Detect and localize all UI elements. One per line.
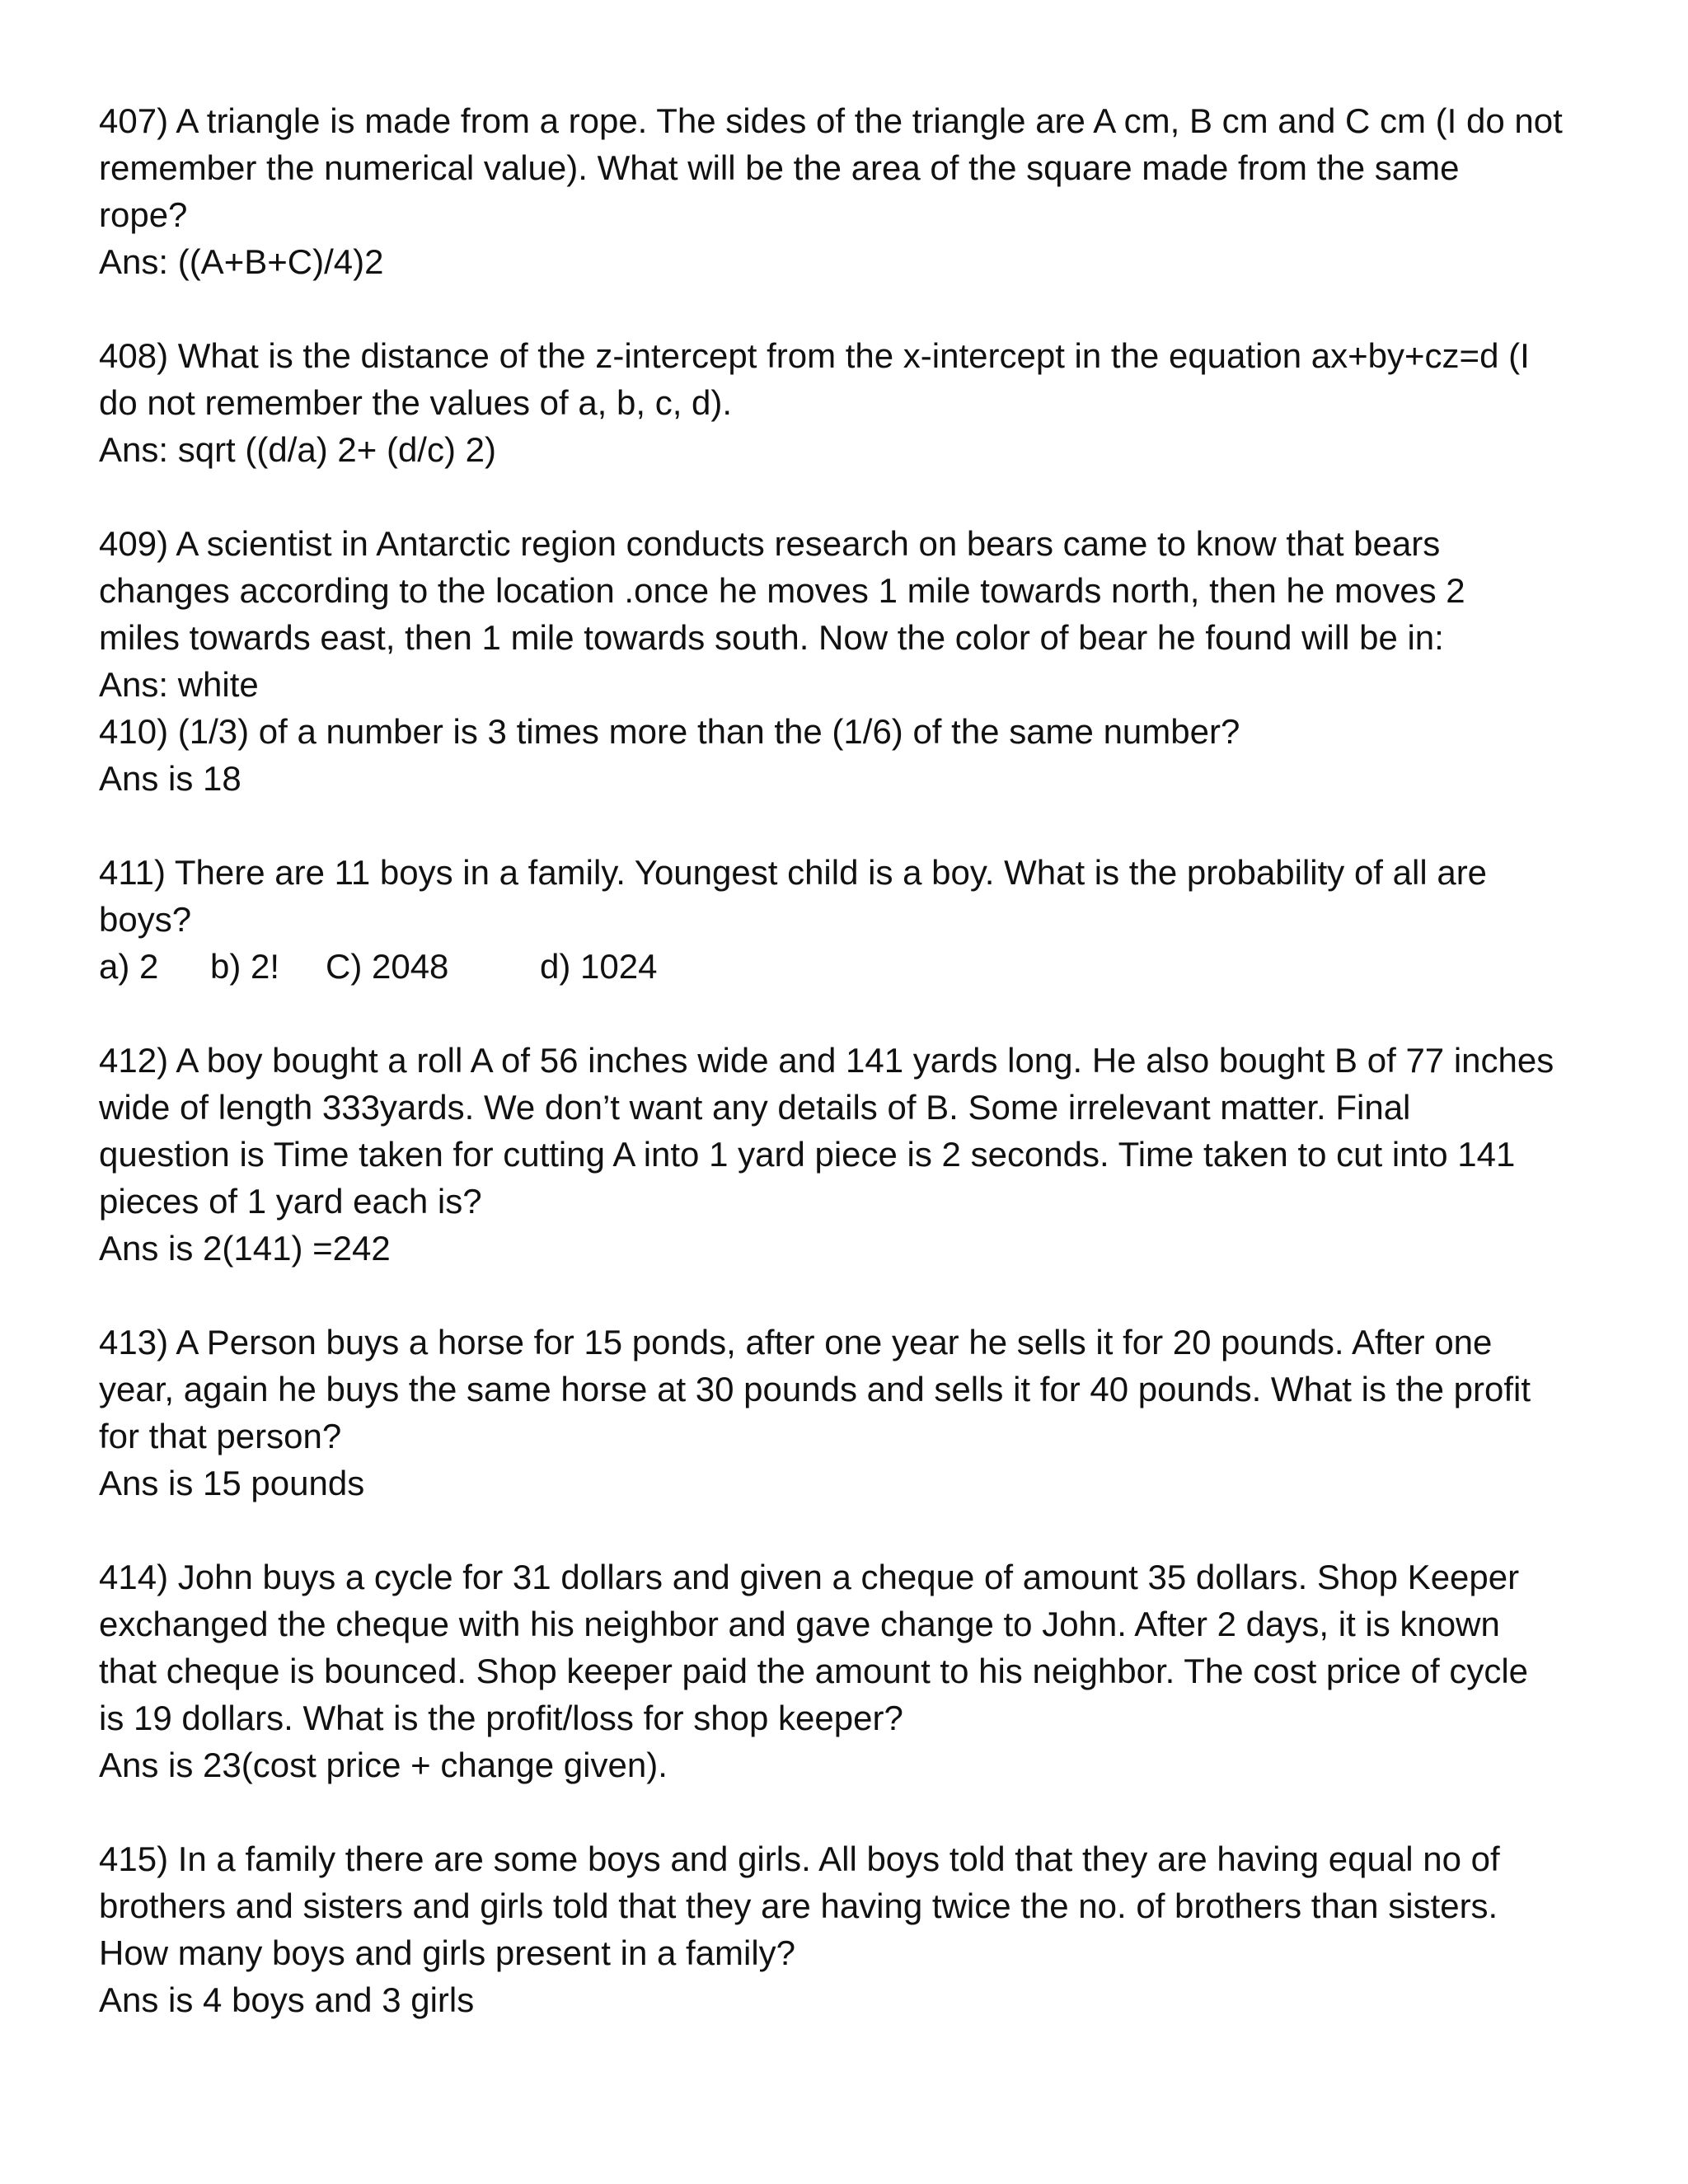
answer-text: Ans: ((A+B+C)/4)2 <box>99 242 384 281</box>
answer-text: Ans is 18 <box>99 759 241 798</box>
question-text-line: do not remember the values of a, b, c, d). <box>99 383 733 422</box>
question-text-line: year, again he buys the same horse at 30 pounds and sells it for 40 pounds. What is the profit <box>99 1370 1531 1408</box>
question-text-line: rope? <box>99 195 188 234</box>
question-411 <box>99 849 1607 990</box>
question-text-line: changes according to the location .once he moves 1 mile towards north, then he moves 2 <box>99 571 1465 610</box>
spacer <box>99 1507 1607 1554</box>
question-text-line: 412) A boy bought a roll A of 56 inches wide and 141 yards long. He also bought B of 77 inches <box>99 1041 1554 1080</box>
question-text-line: remember the numerical value). What will be the area of the square made from the same <box>99 148 1460 187</box>
question-text-line: 410) (1/3) of a number is 3 times more than the (1/6) of the same number? <box>99 712 1240 751</box>
question-text-line: that cheque is bounced. Shop keeper paid the amount to his neighbor. The cost price of cycle <box>99 1652 1529 1690</box>
question-text-line: 411) There are 11 boys in a family. Youngest child is a boy. What is the probability of all are <box>99 853 1488 892</box>
question-407 <box>99 97 1607 285</box>
question-413 <box>99 1319 1607 1507</box>
answer-text: Ans is 4 boys and 3 girls <box>99 1980 475 2019</box>
question-text-line: miles towards east, then 1 mile towards south. Now the color of bear he found will be in: <box>99 618 1444 657</box>
question-text-line: exchanged the cheque with his neighbor and gave change to John. After 2 days, it is known <box>99 1605 1500 1643</box>
option-a: a) 2 <box>99 947 159 986</box>
question-412 <box>99 1037 1607 1272</box>
spacer <box>99 990 1607 1037</box>
question-text-line: 415) In a family there are some boys and girls. All boys told that they are having equal no of <box>99 1840 1500 1878</box>
answer-text: Ans is 15 pounds <box>99 1464 365 1502</box>
question-410 <box>99 708 1607 802</box>
question-414 <box>99 1554 1607 1788</box>
question-text-line: boys? <box>99 900 192 939</box>
answer-text: Ans is 2(141) =242 <box>99 1229 391 1268</box>
spacer <box>99 285 1607 332</box>
option-b: b) 2! <box>210 947 280 986</box>
answer-text: Ans: white <box>99 665 259 704</box>
option-c: C) 2048 <box>326 947 449 986</box>
document-page <box>99 97 1607 2023</box>
question-text-line: 414) John buys a cycle for 31 dollars and given a cheque of amount 35 dollars. Shop Keeper <box>99 1558 1520 1596</box>
question-409 <box>99 520 1607 708</box>
answer-options <box>99 943 1607 990</box>
question-text-line: 413) A Person buys a horse for 15 ponds, after one year he sells it for 20 pounds. After one <box>99 1323 1493 1361</box>
option-d: d) 1024 <box>540 947 658 986</box>
question-text-line: for that person? <box>99 1417 342 1455</box>
spacer <box>99 802 1607 849</box>
question-text-line: is 19 dollars. What is the profit/loss for shop keeper? <box>99 1699 903 1737</box>
question-408 <box>99 332 1607 473</box>
question-text-line: pieces of 1 yard each is? <box>99 1182 482 1221</box>
spacer <box>99 1272 1607 1319</box>
question-text-line: How many boys and girls present in a family? <box>99 1933 796 1972</box>
answer-text: Ans is 23(cost price + change given). <box>99 1746 668 1784</box>
question-text-line: wide of length 333yards. We don’t want any details of B. Some irrelevant matter. Final <box>99 1088 1411 1127</box>
question-415 <box>99 1835 1607 2023</box>
spacer <box>99 1788 1607 1835</box>
question-text-line: 407) A triangle is made from a rope. The sides of the triangle are A cm, B cm and C cm (I do not <box>99 101 1563 140</box>
answer-text: Ans: sqrt ((d/a) 2+ (d/c) 2) <box>99 430 496 469</box>
spacer <box>99 473 1607 520</box>
question-text-line: question is Time taken for cutting A into 1 yard piece is 2 seconds. Time taken to cut into 141 <box>99 1135 1516 1174</box>
question-text-line: 408) What is the distance of the z-intercept from the x-intercept in the equation ax+by+cz=d (I <box>99 336 1530 375</box>
question-text-line: 409) A scientist in Antarctic region conducts research on bears came to know that bears <box>99 524 1441 563</box>
question-text-line: brothers and sisters and girls told that they are having twice the no. of brothers than sisters. <box>99 1886 1498 1925</box>
